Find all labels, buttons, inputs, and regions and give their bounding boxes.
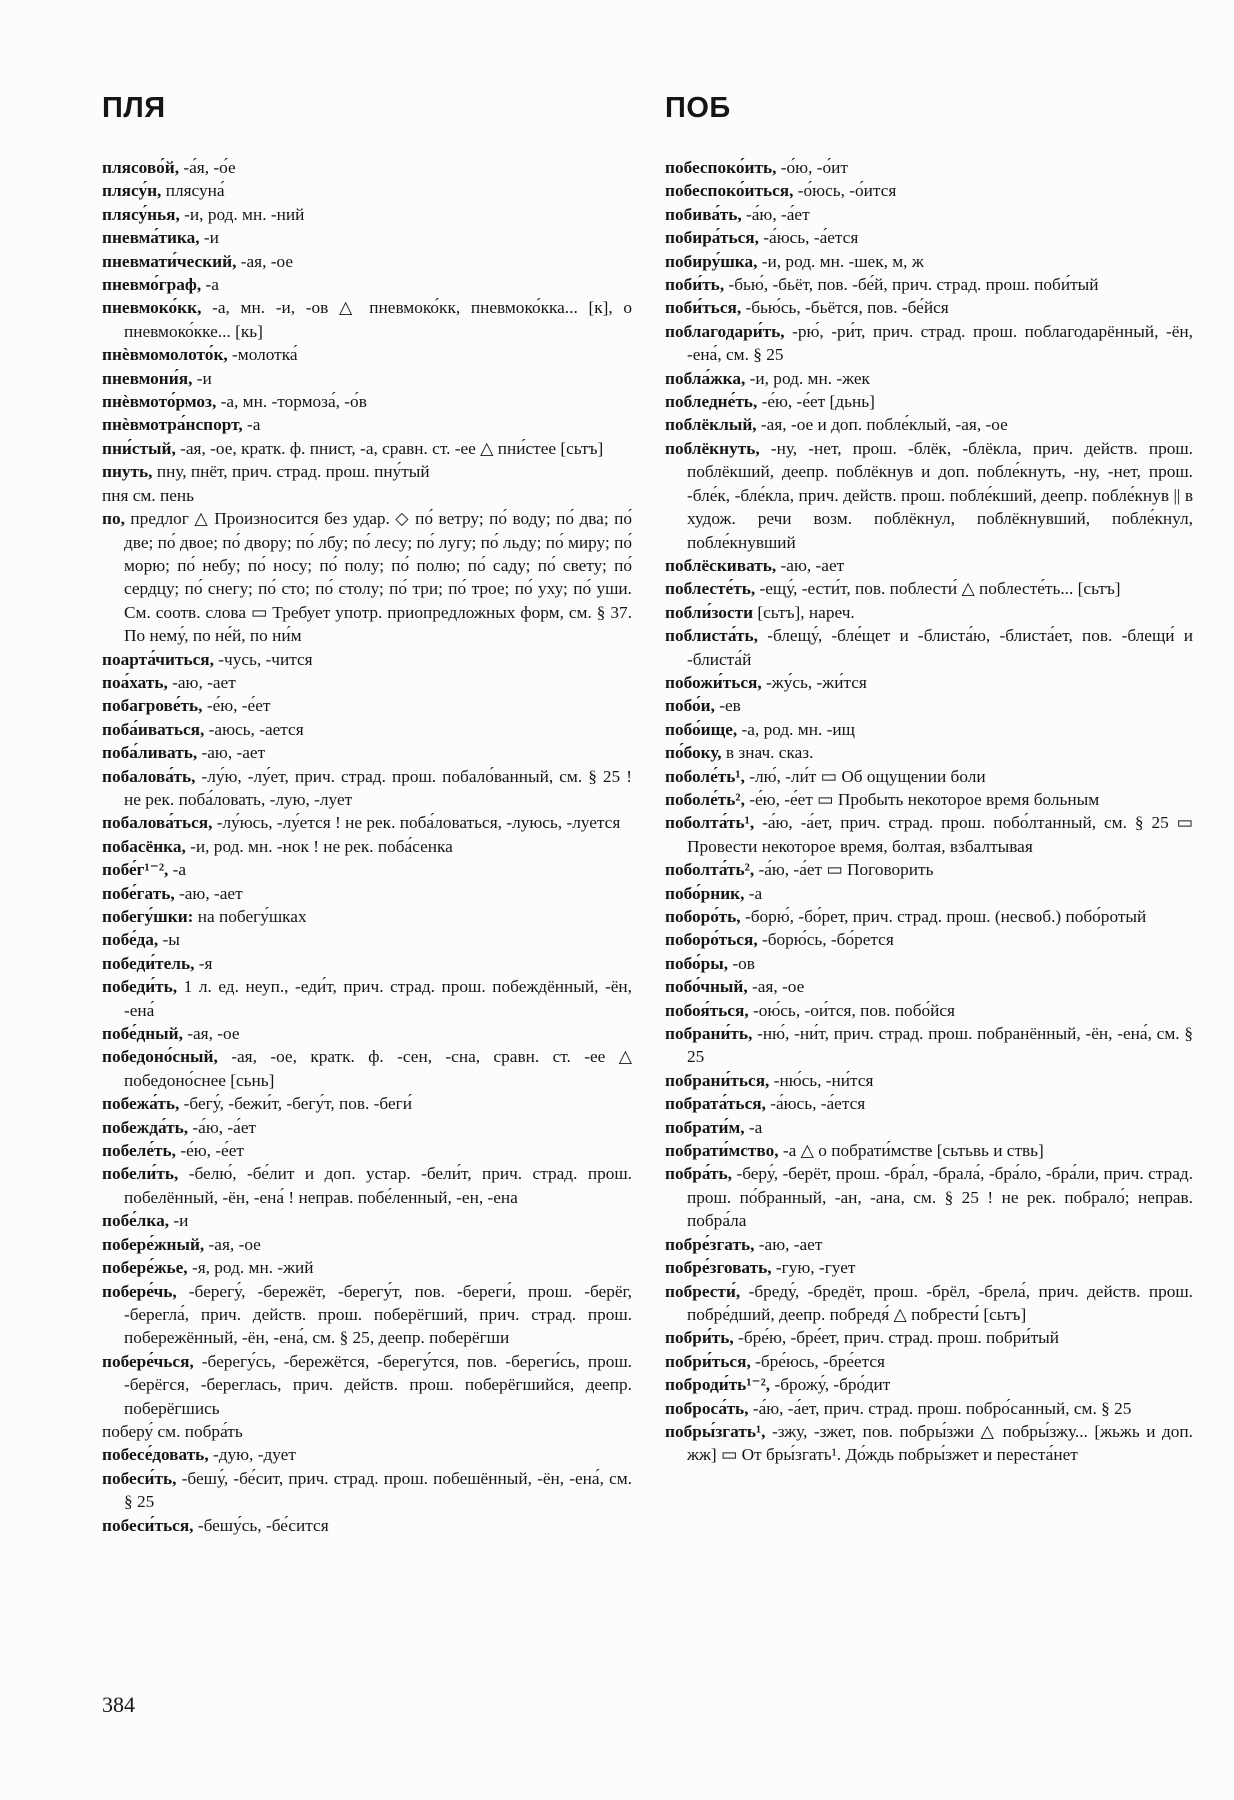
- entry-headword: побре́згать,: [665, 1234, 755, 1254]
- entry-headword: побли́зости: [665, 602, 754, 622]
- dictionary-entry: [665, 1256, 1193, 1279]
- entry-headword: пневмо́граф,: [102, 275, 202, 295]
- entry-text: -и: [169, 1211, 189, 1231]
- entry-headword: побагрове́ть,: [102, 696, 203, 716]
- entry-text: пня см. пень: [102, 485, 195, 505]
- entry-text: в знач. сказ.: [721, 743, 814, 763]
- dictionary-entry: [102, 413, 632, 436]
- dictionary-entry: [665, 226, 1193, 249]
- entry-headword: побрани́ть,: [665, 1024, 753, 1044]
- entry-text: -и: [192, 368, 212, 388]
- entry-headword: пнѐвмотра́нспорт,: [102, 415, 243, 435]
- entry-text: -аюсь, -ается: [204, 719, 304, 739]
- entry-text: -чусь, -чится: [213, 649, 313, 669]
- right-entry-list: [665, 156, 1193, 1467]
- entry-headword: победи́тель,: [102, 953, 195, 973]
- entry-headword: побалова́ться,: [102, 813, 213, 833]
- entry-headword: побеле́ть,: [102, 1141, 176, 1161]
- entry-text: -ню́сь, -ни́тся: [769, 1070, 874, 1090]
- entry-headword: поболе́ть¹,: [665, 766, 745, 786]
- dictionary-entry: [102, 1256, 632, 1279]
- entry-headword: побо́и,: [665, 696, 715, 716]
- dictionary-entry: [665, 1397, 1193, 1420]
- entry-text: -лю́, -ли́т ▭ Об ощущении боли: [744, 766, 986, 786]
- entry-headword: побере́чься,: [102, 1351, 194, 1371]
- entry-text: [сьтъ], нареч.: [753, 602, 855, 622]
- entry-text: поберу́ см. побра́ть: [102, 1421, 243, 1441]
- entry-headword: побасёнка,: [102, 836, 186, 856]
- dictionary-entry: [665, 367, 1193, 390]
- entry-text: -ов: [728, 953, 755, 973]
- dictionary-entry: [102, 765, 632, 812]
- entry-headword: побри́ть,: [665, 1328, 734, 1348]
- dictionary-entry: [102, 273, 632, 296]
- entry-text: -ы: [158, 930, 180, 950]
- entry-headword: побледне́ть,: [665, 392, 758, 412]
- dictionary-entry: [665, 882, 1193, 905]
- entry-headword: пни́стый,: [102, 438, 176, 458]
- entry-headword: побере́жье,: [102, 1258, 188, 1278]
- entry-headword: побеси́ться,: [102, 1515, 194, 1535]
- dictionary-entry: [102, 390, 632, 413]
- left-running-head: ПЛЯ: [102, 92, 166, 124]
- dictionary-entry: [665, 999, 1193, 1022]
- dictionary-entry: [665, 811, 1193, 858]
- dictionary-entry: [102, 718, 632, 741]
- dictionary-entry: [665, 1326, 1193, 1349]
- entry-headword: побо́ры,: [665, 953, 729, 973]
- entry-headword: побо́рник,: [665, 883, 745, 903]
- entry-text: -а, мн. -и, -ов △ пневмоко́кк, пневмоко́кка... [к], о пневмоко́кке... [кь]: [124, 298, 632, 341]
- dictionary-entry: [102, 296, 632, 343]
- dictionary-entry: [665, 765, 1193, 788]
- entry-text: -и, род. мн. -нок ! не рек. поба́сенка: [185, 836, 453, 856]
- entry-headword: пнѐвмомолото́к,: [102, 345, 228, 365]
- entry-headword: поблесте́ть,: [665, 579, 756, 599]
- dictionary-entry: [665, 203, 1193, 226]
- dictionary-entry: [102, 928, 632, 951]
- entry-text: -берегу́сь, -бережётся, -берегу́тся, пов. -береги́сь, прош. -берёгся, -береглась, прич. действ. прош. поберёгшийся, деепр. поберёгшись: [124, 1351, 632, 1418]
- entry-headword: побеспоко́ить,: [665, 158, 777, 177]
- entry-headword: поброди́ть¹⁻²,: [665, 1375, 771, 1395]
- dictionary-entry: [665, 156, 1193, 179]
- entry-headword: побо́чный,: [665, 977, 748, 997]
- dictionary-entry: [665, 296, 1193, 319]
- dictionary-entry: [665, 1092, 1193, 1115]
- entry-headword: поблёскивать,: [665, 555, 777, 575]
- entry-text: -а, мн. -тормоза́, -о́в: [216, 392, 367, 412]
- entry-text: -е́ю, -е́ет: [176, 1141, 244, 1161]
- dictionary-entry: [102, 1350, 632, 1420]
- entry-text: -брожу́, -бро́дит: [770, 1375, 891, 1395]
- entry-headword: поброса́ть,: [665, 1398, 749, 1418]
- dictionary-entry: [665, 1116, 1193, 1139]
- dictionary-entry: [102, 952, 632, 975]
- entry-headword: побе́да,: [102, 930, 159, 950]
- entry-text: -лу́ю, -лу́ет, прич. страд. прош. побало́ванный, см. § 25 ! не рек. поба́ловать, -лую, -лует: [124, 766, 632, 809]
- entry-text: -а́ю, -а́ет: [741, 204, 810, 224]
- entry-headword: побели́ть,: [102, 1164, 179, 1184]
- entry-text: -жу́сь, -жи́тся: [761, 672, 867, 692]
- entry-text: -аю, -ает: [167, 672, 236, 692]
- entry-text: -а, род. мн. -ищ: [737, 719, 855, 739]
- entry-headword: поарта́читься,: [102, 649, 214, 669]
- entry-text: -я: [194, 953, 213, 973]
- entry-text: -ню́, -ни́т, прич. страд. прош. побранённый, -ён, -ена́, см. § 25: [687, 1024, 1193, 1067]
- entry-text: -ая, -ое, кратк. ф. -сен, -сна, сравн. ст. -ее △ победоно́снее [сьнь]: [124, 1047, 632, 1090]
- entry-headword: побоpо́ть,: [665, 907, 741, 926]
- dictionary-entry: [665, 928, 1193, 951]
- entry-headword: побежда́ть,: [102, 1117, 189, 1137]
- dictionary-entry: [665, 437, 1193, 554]
- dictionary-entry: [665, 952, 1193, 975]
- entry-headword: победи́ть,: [102, 977, 178, 997]
- entry-headword: побере́чь,: [102, 1281, 177, 1301]
- entry-text: -и, род. мн. -шек, м, ж: [757, 251, 924, 271]
- entry-headword: побе́лка,: [102, 1211, 170, 1231]
- dictionary-entry: [102, 905, 632, 928]
- entry-text: -аю, -ает: [174, 883, 243, 903]
- dictionary-entry: [665, 554, 1193, 577]
- entry-headword: побрата́ться,: [665, 1094, 766, 1114]
- dictionary-entry: [665, 718, 1193, 741]
- dictionary-entry: [665, 975, 1193, 998]
- dictionary-entry: [665, 1139, 1193, 1162]
- dictionary-entry: [665, 1069, 1193, 1092]
- entry-text: -дую, -дует: [208, 1445, 296, 1465]
- entry-text: -аю, -ает: [776, 555, 845, 575]
- entry-text: -о́ю, -о́ит: [776, 158, 848, 177]
- dictionary-entry: [102, 671, 632, 694]
- entry-headword: побере́жный,: [102, 1234, 205, 1254]
- entry-headword: пневмоко́кк,: [102, 298, 202, 318]
- dictionary-entry: [102, 811, 632, 834]
- entry-headword: побалова́ть,: [102, 766, 196, 786]
- entry-text: -бегу́, -бежи́т, -бегу́т, пов. -беги́: [179, 1094, 413, 1114]
- page-number: 384: [102, 1692, 135, 1717]
- entry-headword: поблёклый,: [665, 415, 757, 435]
- dictionary-entry: [102, 1233, 632, 1256]
- entry-headword: пнѐвмото́рмоз,: [102, 392, 217, 412]
- entry-text: -а: [242, 415, 261, 435]
- dictionary-entry: [665, 858, 1193, 881]
- entry-text: -а: [744, 883, 763, 903]
- dictionary-entry: [665, 1162, 1193, 1232]
- dictionary-entry: [665, 1350, 1193, 1373]
- entry-headword: поби́ть,: [665, 275, 725, 295]
- left-column: [102, 92, 632, 1537]
- dictionary-entry: [102, 1022, 632, 1045]
- entry-text: -е́ю, -е́ет [дьнь]: [757, 392, 875, 412]
- entry-headword: побрани́ться,: [665, 1070, 770, 1090]
- entry-text: -зжу, -зжет, пов. побры́зжи △ побры́зжу... [жьжь и доп. жж] ▭ От бры́згать¹. До́ждь побры́зжет и переста́нет: [687, 1421, 1193, 1465]
- dictionary-entry: [102, 437, 632, 460]
- dictionary-entry: [102, 179, 632, 202]
- entry-headword: побожи́ться,: [665, 672, 762, 692]
- entry-text: -молотка́: [227, 345, 298, 365]
- dictionary-entry: [102, 250, 632, 273]
- entry-headword: победоно́сный,: [102, 1047, 218, 1067]
- entry-text: плясуна́: [161, 181, 225, 201]
- dictionary-entry: [665, 577, 1193, 600]
- entry-headword: побива́ть,: [665, 204, 742, 224]
- entry-headword: побе́г¹⁻²,: [102, 860, 169, 880]
- entry-headword: побры́згать¹,: [665, 1421, 766, 1441]
- dictionary-entry: [665, 601, 1193, 624]
- entry-text: -бешу́, -бе́сит, прич. страд. прош. побешённый, -ён, -ена́, см. § 25: [124, 1468, 632, 1512]
- entry-text: -и, род. мн. -жек: [745, 368, 870, 388]
- entry-headword: поби́ться,: [665, 298, 742, 318]
- entry-headword: поба́иваться,: [102, 719, 205, 739]
- entry-text: -а: [168, 860, 187, 880]
- entry-headword: пневма́тика,: [102, 228, 200, 248]
- dictionary-entry: [665, 788, 1193, 811]
- entry-text: -а́юсь, -а́ется: [758, 228, 859, 248]
- dictionary-entry: [665, 694, 1193, 717]
- dictionary-entry: [102, 648, 632, 671]
- entry-text: -ою́сь, -ои́тся, пов. побо́йся: [748, 1000, 956, 1020]
- entry-headword: плясу́н,: [102, 181, 162, 201]
- entry-headword: побрести́,: [665, 1281, 741, 1301]
- entry-text: -ну, -нет, прош. -блёк, -блёкла, прич. действ. прош. поблёкший, деепр. поблёкнув и доп. побле́кнуть, -ну, -нет, прош. -бле́к, -бле́кла, прич. действ. прош. побле́кший, деепр. побле́кнув || в худож. речи возм. поблёкнул, поблёкнувший, побле́кнул, побле́кнувший: [687, 438, 1193, 552]
- entry-headword: побоя́ться,: [665, 1000, 749, 1020]
- entry-headword: побегу́шки:: [102, 907, 194, 926]
- dictionary-entry: [102, 1116, 632, 1139]
- entry-headword: побе́гать,: [102, 883, 175, 903]
- entry-text: -лу́юсь, -лу́ется ! не рек. поба́ловаться, -луюсь, -луется: [212, 813, 621, 833]
- entry-headword: побе́дный,: [102, 1024, 183, 1044]
- entry-text: -и: [199, 228, 219, 248]
- entry-text: -а́я, -о́е: [179, 158, 236, 177]
- dictionary-entry: [102, 1443, 632, 1466]
- entry-text: -о́юсь, -о́ится: [793, 181, 897, 201]
- dictionary-entry: [665, 273, 1193, 296]
- entry-headword: побре́зговать,: [665, 1258, 772, 1278]
- entry-headword: по́боку,: [665, 743, 722, 763]
- entry-headword: пневмони́я,: [102, 368, 193, 388]
- entry-text: -бешу́сь, -бе́сится: [193, 1515, 329, 1535]
- dictionary-entry: [102, 367, 632, 390]
- dictionary-entry: [102, 343, 632, 366]
- entry-headword: побиру́шка,: [665, 251, 758, 271]
- dictionary-entry: [665, 179, 1193, 202]
- entry-text: -а́ю, -а́ет, прич. страд. прош. побо́лтанный, см. § 25 ▭ Провести некоторое время, болтая, взбалтывая: [687, 813, 1193, 856]
- dictionary-entry: [102, 858, 632, 881]
- entry-headword: побоpо́ться,: [665, 930, 758, 950]
- entry-text: -ая, -ое и доп. побле́клый, -ая, -ое: [756, 415, 1008, 435]
- entry-text: пну, пнёт, прич. страд. прош. пну́тый: [152, 462, 430, 482]
- entry-text: -гую, -гует: [771, 1258, 856, 1278]
- entry-headword: побла́жка,: [665, 368, 746, 388]
- dictionary-entry: [665, 1373, 1193, 1396]
- entry-headword: пнуть,: [102, 462, 153, 482]
- entry-text: -ая, -ое: [236, 251, 294, 271]
- entry-text: -я, род. мн. -жий: [187, 1258, 314, 1278]
- entry-text: -а́ю, -а́ет: [188, 1117, 257, 1137]
- dictionary-entry: [665, 250, 1193, 273]
- dictionary-entry: [665, 905, 1193, 928]
- entry-text: -бью́, -бьёт, пов. -бе́й, прич. страд. прош. поби́тый: [724, 275, 1099, 295]
- dictionary-entry: [102, 1467, 632, 1514]
- dictionary-entry: [665, 624, 1193, 671]
- dictionary-entry: [665, 1280, 1193, 1327]
- entry-headword: побо́ище,: [665, 719, 738, 739]
- entry-headword: плясу́нья,: [102, 204, 180, 224]
- entry-text: -аю, -ает: [754, 1234, 823, 1254]
- dictionary-entry: [102, 1209, 632, 1232]
- dictionary-entry: [102, 694, 632, 717]
- entry-headword: побесе́довать,: [102, 1445, 209, 1465]
- entry-text: -борю́, -бо́рет, прич. страд. прош. (несвоб.) побо́ротый: [740, 907, 1147, 926]
- entry-text: -а́ю, -а́ет ▭ Поговорить: [754, 860, 934, 880]
- dictionary-entry: [102, 1092, 632, 1115]
- dictionary-entry: [102, 741, 632, 764]
- entry-text: -е́ю, -е́ет ▭ Пробыть некоторое время больным: [744, 789, 1100, 809]
- entry-text: -ещу́, -ести́т, пов. поблести́ △ поблесте́ть... [сьтъ]: [755, 579, 1121, 599]
- dictionary-entry: [102, 835, 632, 858]
- entry-text: -е́ю, -е́ет: [202, 696, 271, 716]
- dictionary-entry: [102, 1280, 632, 1350]
- entry-headword: поба́ливать,: [102, 743, 198, 763]
- entry-headword: по,: [102, 509, 125, 529]
- entry-headword: побира́ться,: [665, 228, 759, 248]
- dictionary-entry: [665, 390, 1193, 413]
- entry-text: -бре́юсь, -бре́ется: [750, 1351, 885, 1371]
- dictionary-entry: [102, 1420, 632, 1443]
- entry-text: -ев: [714, 696, 741, 716]
- dictionary-entry: [102, 226, 632, 249]
- entry-text: -беру́, -берёт, прош. -бра́л, -брала́, -бра́ло, -бра́ли, прич. страд. прош. по́бранный, -ан, -ана, см. § 25 ! не рек. побрало́; неправ. побра́ла: [687, 1164, 1193, 1231]
- dictionary-entry: [102, 882, 632, 905]
- entry-text: -ая, -ое, кратк. ф. пнист, -а, сравн. ст. -ее △ пни́стее [сьтъ]: [175, 438, 604, 458]
- entry-headword: побеспоко́иться,: [665, 181, 794, 201]
- right-column: [665, 92, 1193, 1467]
- dictionary-entry: [665, 1233, 1193, 1256]
- entry-headword: побри́ться,: [665, 1351, 751, 1371]
- entry-headword: поболта́ть²,: [665, 860, 755, 880]
- entry-headword: пневмати́ческий,: [102, 251, 237, 271]
- dictionary-entry: [665, 741, 1193, 764]
- entry-text: -и, род. мн. -ний: [179, 204, 305, 224]
- entry-headword: побеси́ть,: [102, 1468, 177, 1488]
- entry-text: -ая, -ое: [182, 1024, 240, 1044]
- dictionary-entry: [665, 1022, 1193, 1069]
- dictionary-entry: [102, 203, 632, 226]
- entry-text: -рю́, -ри́т, прич. страд. прош. поблагодарённый, -ён, -ена́, см. § 25: [687, 321, 1193, 365]
- entry-headword: побра́ть,: [665, 1164, 732, 1184]
- dictionary-entry: [102, 507, 632, 647]
- dictionary-entry: [102, 460, 632, 483]
- entry-headword: побрати́м,: [665, 1117, 745, 1137]
- dictionary-entry: [102, 484, 632, 507]
- entry-text: -аю, -ает: [197, 743, 266, 763]
- entry-headword: поболта́ть¹,: [665, 813, 755, 833]
- right-running-head: ПОБ: [665, 92, 731, 124]
- entry-headword: поблёкнуть,: [665, 438, 760, 458]
- entry-headword: поблиста́ть,: [665, 626, 758, 646]
- entry-text: -а: [744, 1117, 763, 1137]
- entry-headword: поболе́ть²,: [665, 789, 745, 809]
- dictionary-entry: [665, 413, 1193, 436]
- entry-headword: поа́хать,: [102, 672, 168, 692]
- entry-text: на побегу́шках: [193, 907, 307, 926]
- entry-text: предлог △ Произносится без удар. ◇ по́ ветру; по́ воду; по́ два; по́ две; по́ двое; по́ двору; по́ лбу; по́ лесу; по́ лугу; по́ льду; по́ миру; по́ морю; по́ небу; по́ носу; по́ полу; по́ полю; по́ саду; по́ свету; по́ сердцу; по́ снегу; по́ сто; по́ столу; по́ три; по́ трое; по́ уху; по́ уши. См. соотв. слова ▭ Требует употр. приопредложных форм, см. § 37. По нему́, по не́й, по ни́м: [124, 509, 632, 646]
- entry-text: -а △ о побрати́мстве [сьтьвь и ствь]: [778, 1141, 1044, 1161]
- dictionary-entry: [665, 671, 1193, 694]
- entry-text: -белю́, -бе́лит и доп. устар. -бели́т, прич. страд. прош. побелённый, -ён, -ена́ ! неправ. побе́ленный, -ен, -ена: [124, 1164, 632, 1207]
- entry-text: -а: [201, 275, 219, 295]
- dictionary-entry: [102, 1162, 632, 1209]
- entry-text: -бреду́, -бредёт, прош. -брёл, -брела́, прич. действ. прош. побре́дший, деепр. побредя́ △ побрести́ [сьтъ]: [687, 1281, 1193, 1324]
- dictionary-entry: [665, 1420, 1193, 1467]
- entry-text: -ая, -ое: [747, 977, 805, 997]
- entry-text: -а́юсь, -а́ется: [765, 1094, 866, 1114]
- entry-text: 1 л. ед. неуп., -еди́т, прич. страд. прош. побеждённый, -ён, -ена́: [124, 977, 632, 1020]
- dictionary-entry: [102, 1139, 632, 1162]
- entry-headword: плясово́й,: [102, 158, 180, 177]
- dictionary-entry: [102, 1045, 632, 1092]
- dictionary-entry: [102, 1514, 632, 1537]
- entry-headword: побежа́ть,: [102, 1094, 180, 1114]
- dictionary-entry: [102, 156, 632, 179]
- entry-text: -борю́сь, -бо́рется: [757, 930, 894, 950]
- dictionary-entry: [665, 320, 1193, 367]
- entry-headword: побрати́мство,: [665, 1141, 779, 1161]
- entry-text: -бре́ю, -бре́ет, прич. страд. прош. побри́тый: [733, 1328, 1060, 1348]
- left-entry-list: [102, 156, 632, 1537]
- entry-headword: поблагодари́ть,: [665, 321, 785, 341]
- entry-text: -ая, -ое: [204, 1234, 261, 1254]
- entry-text: -а́ю, -а́ет, прич. страд. прош. побро́санный, см. § 25: [748, 1398, 1132, 1418]
- entry-text: -бью́сь, -бьётся, пов. -бе́йся: [741, 298, 949, 318]
- entry-text: -берегу́, -бережёт, -берегу́т, пов. -береги́, прош. -берёг, -берегла́, прич. действ. прош. поберёгший, прич. страд. прош. побережённый, -ён, -ена́, см. § 25, деепр. поберёгши: [124, 1281, 632, 1348]
- entry-text: -блещу́, -бле́щет и -блиста́ю, -блиста́ет, пов. -блещи́ и -блиста́й: [687, 626, 1193, 669]
- dictionary-entry: [102, 975, 632, 1022]
